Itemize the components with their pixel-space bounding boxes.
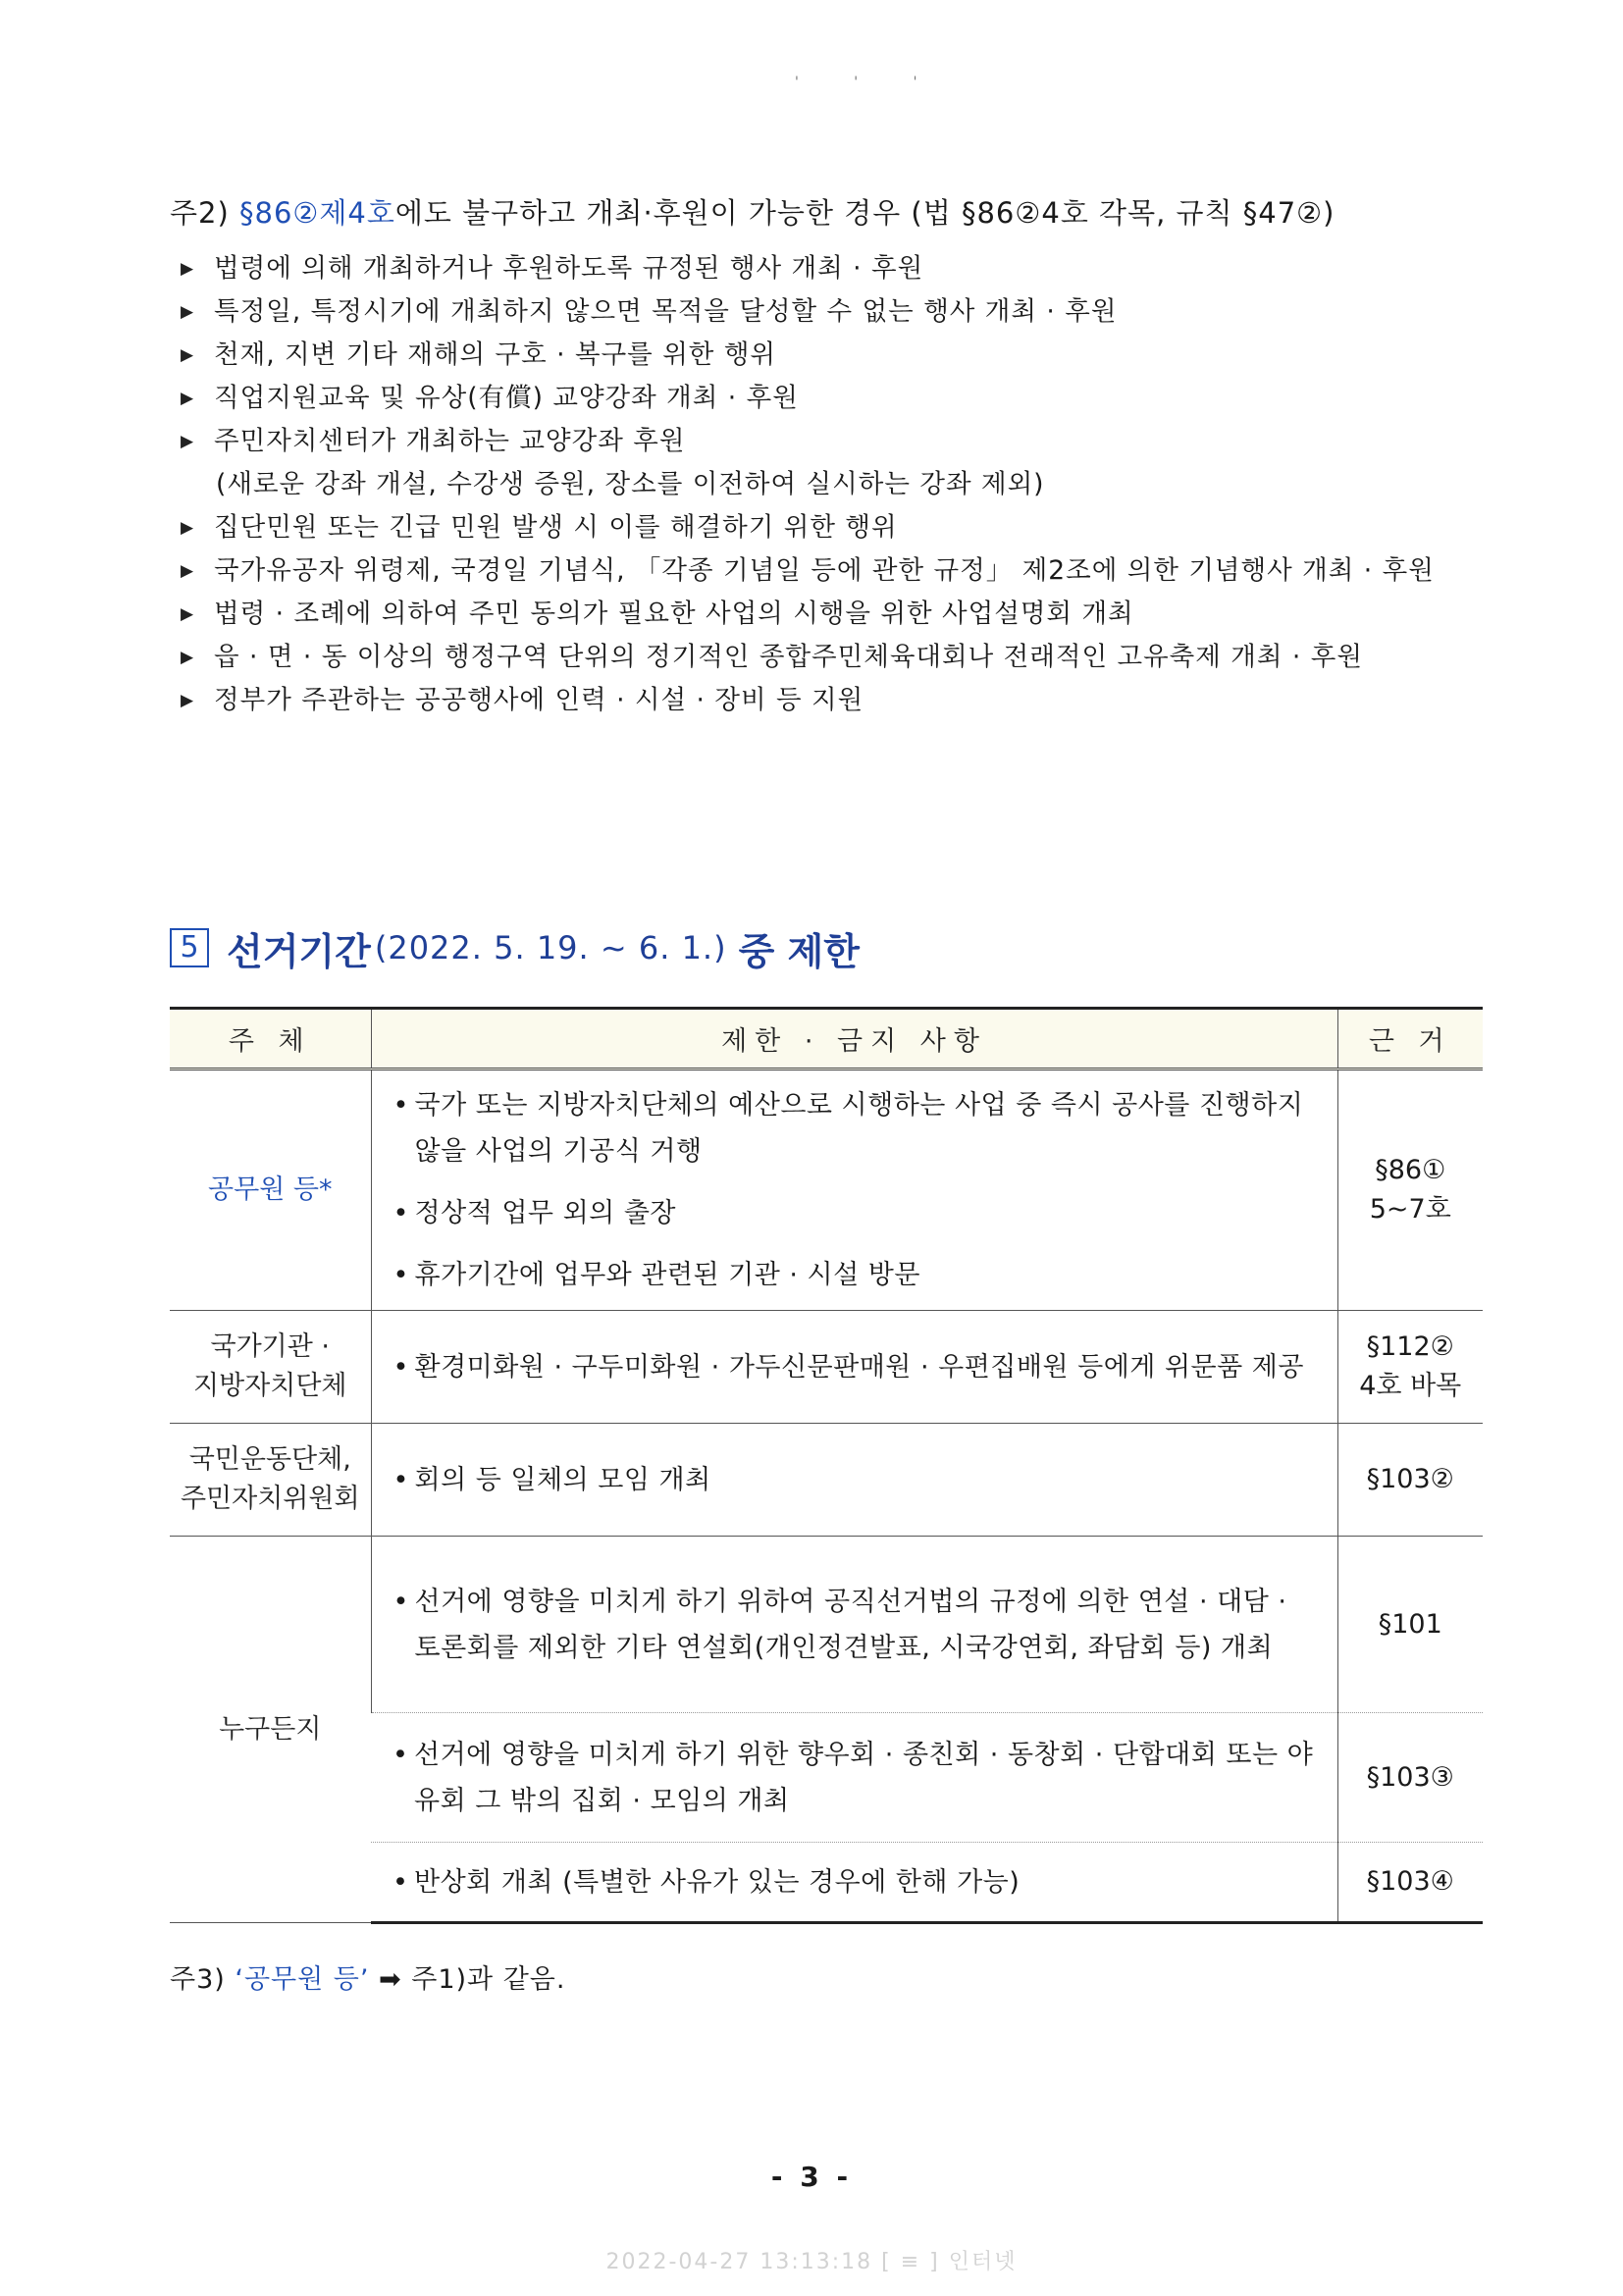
note-2-reference: §86②제4호 <box>239 196 395 230</box>
section-heading <box>170 923 860 972</box>
list-item: ▶ 천재, 지변 기타 재해의 구호 · 복구를 위한 행위 <box>179 334 1493 377</box>
table-row <box>170 1070 1483 1311</box>
triangle-bullet-icon: ▶ <box>181 259 195 279</box>
basis-cell: §103② <box>1337 1424 1483 1537</box>
list-item: ▶ 주민자치센터가 개최하는 교양강좌 후원 (새로운 강좌 개설, 수강생 증원, 장소를 이전하여 실시하는 강좌 제외) <box>179 420 1493 506</box>
restriction-cell <box>371 1537 1337 1713</box>
right-arrow-icon: ➡ <box>369 1964 412 1995</box>
note-3-term: ‘공무원 등’ <box>235 1964 370 1995</box>
section-title: 선거기간 <box>227 929 371 973</box>
triangle-bullet-icon: ▶ <box>181 432 195 451</box>
bullet-dot-icon: • <box>393 1260 409 1290</box>
triangle-bullet-icon: ▶ <box>181 561 195 581</box>
restriction-cell <box>371 1713 1337 1843</box>
triangle-bullet-icon: ▶ <box>181 389 195 408</box>
list-item: ▶ 직업지원교육 및 유상(有償) 교양강좌 개최 · 후원 <box>179 377 1493 420</box>
subject-cell: 국가기관 · 지방자치단체 <box>170 1311 371 1424</box>
note-3-text: 주1)과 같음. <box>411 1964 566 1995</box>
top-scan-marks: ' ' ' <box>795 75 943 90</box>
triangle-bullet-icon: ▶ <box>181 302 195 322</box>
list-item: ▶ 집단민원 또는 긴급 민원 발생 시 이를 해결하기 위한 행위 <box>179 506 1493 549</box>
restriction-item: • 정상적 업무 외의 출장 <box>393 1190 1316 1236</box>
list-item: ▶ 특정일, 특정시기에 개최하지 않으면 목적을 달성할 수 없는 행사 개최 · 후원 <box>179 290 1493 334</box>
column-header-basis: 근 거 <box>1337 1009 1483 1070</box>
subject-cell: 국민운동단체, 주민자치위원회 <box>170 1424 371 1537</box>
restriction-cell <box>371 1424 1337 1537</box>
table-row <box>170 1537 1483 1713</box>
basis-cell: §103③ <box>1337 1713 1483 1843</box>
column-header-subject: 주 체 <box>170 1009 371 1070</box>
triangle-bullet-icon: ▶ <box>181 691 195 710</box>
restriction-cell <box>371 1070 1337 1311</box>
restriction-cell <box>371 1843 1337 1923</box>
bullet-dot-icon: • <box>393 1351 409 1383</box>
column-header-restrictions: 제한 · 금지 사항 <box>371 1009 1337 1070</box>
basis-cell: §103④ <box>1337 1843 1483 1923</box>
restriction-item: • 환경미화원 · 구두미화원 · 가두신문판매원 · 우편집배원 등에게 위문품 제공 <box>393 1344 1316 1390</box>
subject-cell: 누구든지 <box>170 1537 371 1923</box>
list-item: ▶ 읍 · 면 · 동 이상의 행정구역 단위의 정기적인 종합주민체육대회나 전래적인 고유축제 개최 · 후원 <box>179 636 1493 679</box>
list-item: ▶ 국가유공자 위령제, 국경일 기념식, 「각종 기념일 등에 관한 규정」 제2조에 의한 기념행사 개최 · 후원 <box>179 549 1493 593</box>
restriction-table <box>170 1007 1483 1924</box>
table-row <box>170 1424 1483 1537</box>
triangle-bullet-icon: ▶ <box>181 345 195 365</box>
restriction-item: • 반상회 개최 (특별한 사유가 있는 경우에 한해 가능) <box>393 1859 1316 1905</box>
exception-list <box>179 247 1493 722</box>
restriction-item: • 회의 등 일체의 모임 개최 <box>393 1457 1316 1503</box>
restriction-cell <box>371 1311 1337 1424</box>
election-period: (2022. 5. 19. ~ 6. 1.) <box>374 929 727 966</box>
bullet-dot-icon: • <box>393 1198 409 1228</box>
bullet-dot-icon: • <box>393 1739 409 1770</box>
restriction-item: • 선거에 영향을 미치게 하기 위하여 공직선거법의 규정에 의한 연설 · 대담 · 토론회를 제외한 기타 연설회(개인정견발표, 시국강연회, 좌담회 등) 개최 <box>393 1579 1316 1671</box>
note-2 <box>170 191 1335 232</box>
section-number-box: 5 <box>170 928 209 967</box>
note-3 <box>170 1957 565 1996</box>
triangle-bullet-icon: ▶ <box>181 518 195 538</box>
bullet-dot-icon: • <box>393 1090 409 1121</box>
list-item: ▶ 정부가 주관하는 공공행사에 인력 · 시설 · 장비 등 지원 <box>179 679 1493 722</box>
subject-cell: 공무원 등* <box>170 1070 371 1311</box>
page-number: - 3 - <box>770 2161 853 2193</box>
table-row <box>170 1311 1483 1424</box>
table-header-row <box>170 1009 1483 1070</box>
basis-cell: §112② 4호 바목 <box>1337 1311 1483 1424</box>
bullet-dot-icon: • <box>393 1464 409 1495</box>
section-title-suffix: 중 제한 <box>738 929 860 973</box>
bullet-dot-icon: • <box>393 1586 409 1617</box>
note-2-prefix: 주2) <box>170 196 239 230</box>
triangle-bullet-icon: ▶ <box>181 648 195 667</box>
basis-cell: §101 <box>1337 1537 1483 1713</box>
list-item-continuation: (새로운 강좌 개설, 수강생 증원, 장소를 이전하여 실시하는 강좌 제외) <box>216 469 1045 499</box>
triangle-bullet-icon: ▶ <box>181 604 195 624</box>
restriction-item: • 휴가기간에 업무와 관련된 기관 · 시설 방문 <box>393 1252 1316 1298</box>
restriction-item: • 국가 또는 지방자치단체의 예산으로 시행하는 사업 중 즉시 공사를 진행하지 않을 사업의 기공식 거행 <box>393 1082 1316 1174</box>
basis-cell: §86① 5~7호 <box>1337 1070 1483 1311</box>
list-item: ▶ 법령 · 조례에 의하여 주민 동의가 필요한 사업의 시행을 위한 사업설명회 개최 <box>179 593 1493 636</box>
bullet-dot-icon: • <box>393 1866 409 1898</box>
print-stamp: 2022-04-27 13:13:18 [ ≡ ] 인터넷 <box>605 2250 1018 2274</box>
note-2-text: 에도 불구하고 개최·후원이 가능한 경우 (법 §86②4호 각목, 규칙 §47②) <box>394 196 1335 230</box>
restriction-item: • 선거에 영향을 미치게 하기 위한 향우회 · 종친회 · 동창회 · 단합대회 또는 야유회 그 밖의 집회 · 모임의 개최 <box>393 1732 1316 1824</box>
list-item: ▶ 법령에 의해 개최하거나 후원하도록 규정된 행사 개최 · 후원 <box>179 247 1493 290</box>
note-3-prefix: 주3) <box>170 1964 236 1995</box>
